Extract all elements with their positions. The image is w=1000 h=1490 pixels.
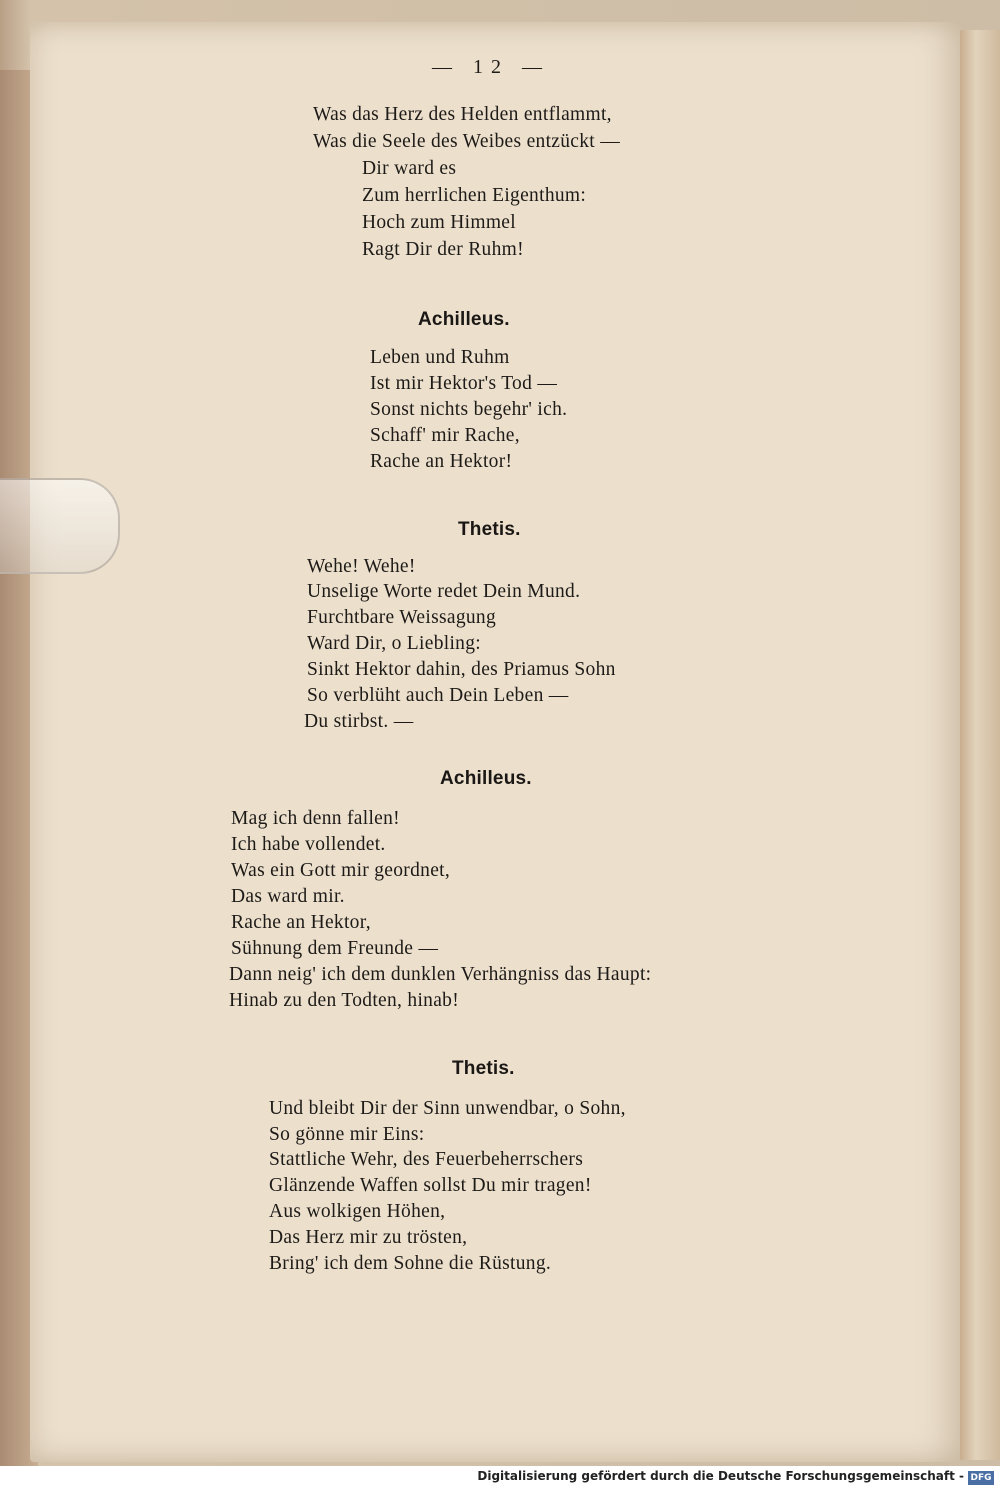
verse-line: Das Herz mir zu trösten, — [269, 1227, 468, 1248]
verse-line: Was das Herz des Helden entflammt, — [313, 104, 612, 125]
verse-line: Leben und Ruhm — [370, 347, 510, 368]
verse-line: Hoch zum Himmel — [362, 212, 516, 233]
speaker-heading: Thetis. — [458, 519, 521, 540]
verse-line: Mag ich denn fallen! — [231, 808, 400, 829]
speaker-heading: Thetis. — [452, 1058, 515, 1079]
verse-line: Rache an Hektor, — [231, 912, 371, 933]
verse-line: Schaff' mir Rache, — [370, 425, 520, 446]
verse-line: Dir ward es — [362, 158, 457, 179]
verse-line: Was die Seele des Weibes entzückt — — [313, 131, 620, 152]
verse-line: Das ward mir. — [231, 886, 345, 907]
verse-line: Unselige Worte redet Dein Mund. — [307, 581, 581, 602]
verse-line: Ist mir Hektor's Tod — — [370, 373, 558, 394]
speaker-heading: Achilleus. — [418, 309, 510, 330]
verse-line: Rache an Hektor! — [370, 451, 513, 472]
verse-line: Du stirbst. — — [304, 711, 414, 732]
verse-line: Ich habe vollendet. — [231, 834, 386, 855]
verse-line: Furchtbare Weissagung — [307, 607, 497, 628]
footer-bar — [0, 1466, 1000, 1490]
verse-line: Sinkt Hektor dahin, des Priamus Sohn — [307, 659, 616, 680]
verse-line: Was ein Gott mir geordnet, — [231, 860, 451, 881]
verse-line: Und bleibt Dir der Sinn unwendbar, o Sohn, — [269, 1098, 626, 1119]
verse-line: Zum herrlichen Eigenthum: — [362, 185, 587, 206]
verse-line: So verblüht auch Dein Leben — — [307, 685, 569, 706]
verse-line: Stattliche Wehr, des Feuerbeherrschers — [269, 1149, 584, 1170]
page-stack-edge — [960, 30, 1000, 1460]
verse-line: Dann neig' ich dem dunklen Verhängniss das Haupt: — [229, 964, 652, 985]
page-holder-clip — [0, 478, 120, 574]
verse-line: So gönne mir Eins: — [269, 1124, 425, 1145]
verse-line: Sonst nichts begehr' ich. — [370, 399, 568, 420]
dfg-logo-icon: DFG — [968, 1471, 994, 1485]
verse-line: Bring' ich dem Sohne die Rüstung. — [269, 1253, 552, 1274]
verse-line: Ward Dir, o Liebling: — [307, 633, 481, 654]
page-number: — 12 — — [432, 56, 550, 78]
verse-line: Sühnung dem Freunde — — [231, 938, 439, 959]
verse-line: Aus wolkigen Höhen, — [269, 1201, 446, 1222]
verse-line: Ragt Dir der Ruhm! — [362, 239, 524, 260]
speaker-heading: Achilleus. — [440, 768, 532, 789]
footer-credit: Digitalisierung gefördert durch die Deutsche Forschungsgemeinschaft - — [477, 1469, 964, 1483]
verse-line: Glänzende Waffen sollst Du mir tragen! — [269, 1175, 592, 1196]
verse-line: Wehe! Wehe! — [307, 556, 416, 577]
verse-line: Hinab zu den Todten, hinab! — [229, 990, 460, 1011]
